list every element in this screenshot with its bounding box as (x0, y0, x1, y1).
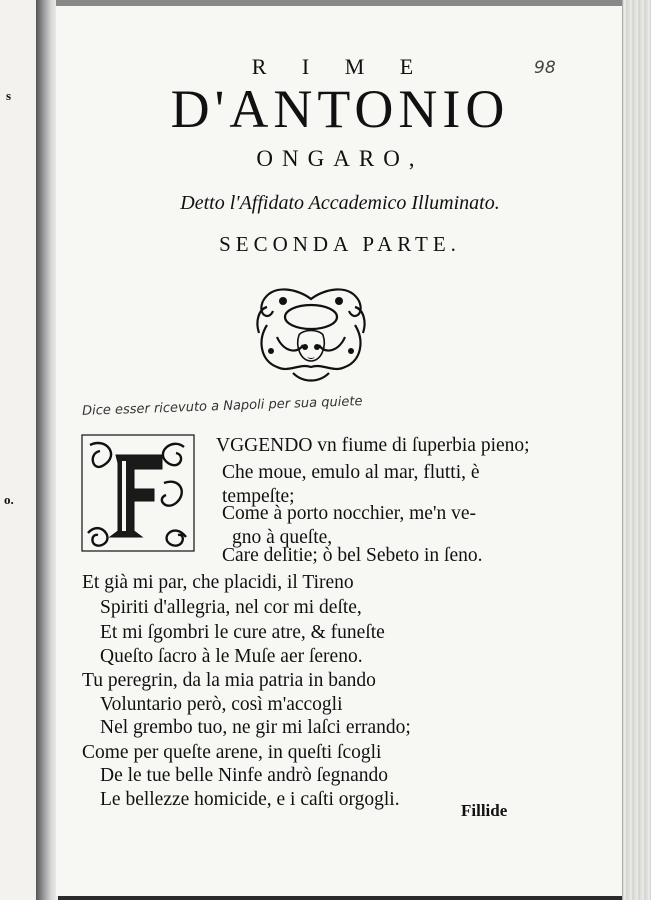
title-part: SECONDA PARTE. (219, 232, 461, 256)
poem-line: Voluntario però, così m'accogli (100, 694, 343, 715)
cherub-head-ornament-icon (253, 281, 369, 386)
poem-line: Et già mi par, che placidi, il Tireno (82, 572, 354, 593)
poem-line: tempeſte; (222, 486, 295, 507)
poem-line: Come per queſte arene, in queſti ſcogli (82, 742, 382, 763)
book-page (56, 6, 624, 896)
facing-page-edge (0, 0, 41, 900)
poem-line: Tu peregrin, da la mia patria in bando (82, 670, 376, 691)
title-surname: ONGARO, (256, 146, 424, 171)
title-subtitle: Detto l'Affidato Accademico Illuminato. (180, 192, 500, 214)
poem-line: gno à queſte, (232, 527, 333, 548)
poem-line: Le bellezze homicide, e i caſti orgogli. (100, 789, 400, 810)
handwritten-annotation: Dice esser ricevuto a Napoli per sua quiete (81, 394, 363, 419)
poem-line: Care delitie; ò bel Sebeto in ſeno. (222, 545, 483, 566)
catchword: Fillide (461, 801, 508, 820)
poem-line: Nel grembo tuo, ne gir mi laſci errando; (100, 717, 411, 738)
title-rime: R I M E (251, 54, 429, 79)
page-stack-edge (622, 0, 651, 900)
poem-line: VGGENDO vn fiume di ſuperbia pieno; (216, 435, 530, 456)
book-gutter (36, 0, 58, 900)
poem-line: De le tue belle Ninfe andrò ſegnando (100, 765, 389, 786)
poem-line: Spiriti d'allegria, nel cor mi deſte, (100, 597, 362, 618)
poem-line: Che moue, emulo al mar, flutti, è (222, 462, 480, 483)
folio-number: 98 (534, 58, 556, 78)
title-author: D'ANTONIO (170, 79, 510, 139)
poem-line: Come à porto nocchier, me'n ve- (222, 503, 476, 524)
facing-page-fragment: o. (4, 492, 14, 507)
decorated-initial-f-icon (80, 433, 196, 553)
facing-page-fragment: s (6, 88, 12, 103)
poem-line: Et mi ſgombri le cure atre, & funeſte (100, 622, 385, 643)
poem-line: Queſto ſacro à le Muſe aer ſereno. (100, 646, 363, 667)
